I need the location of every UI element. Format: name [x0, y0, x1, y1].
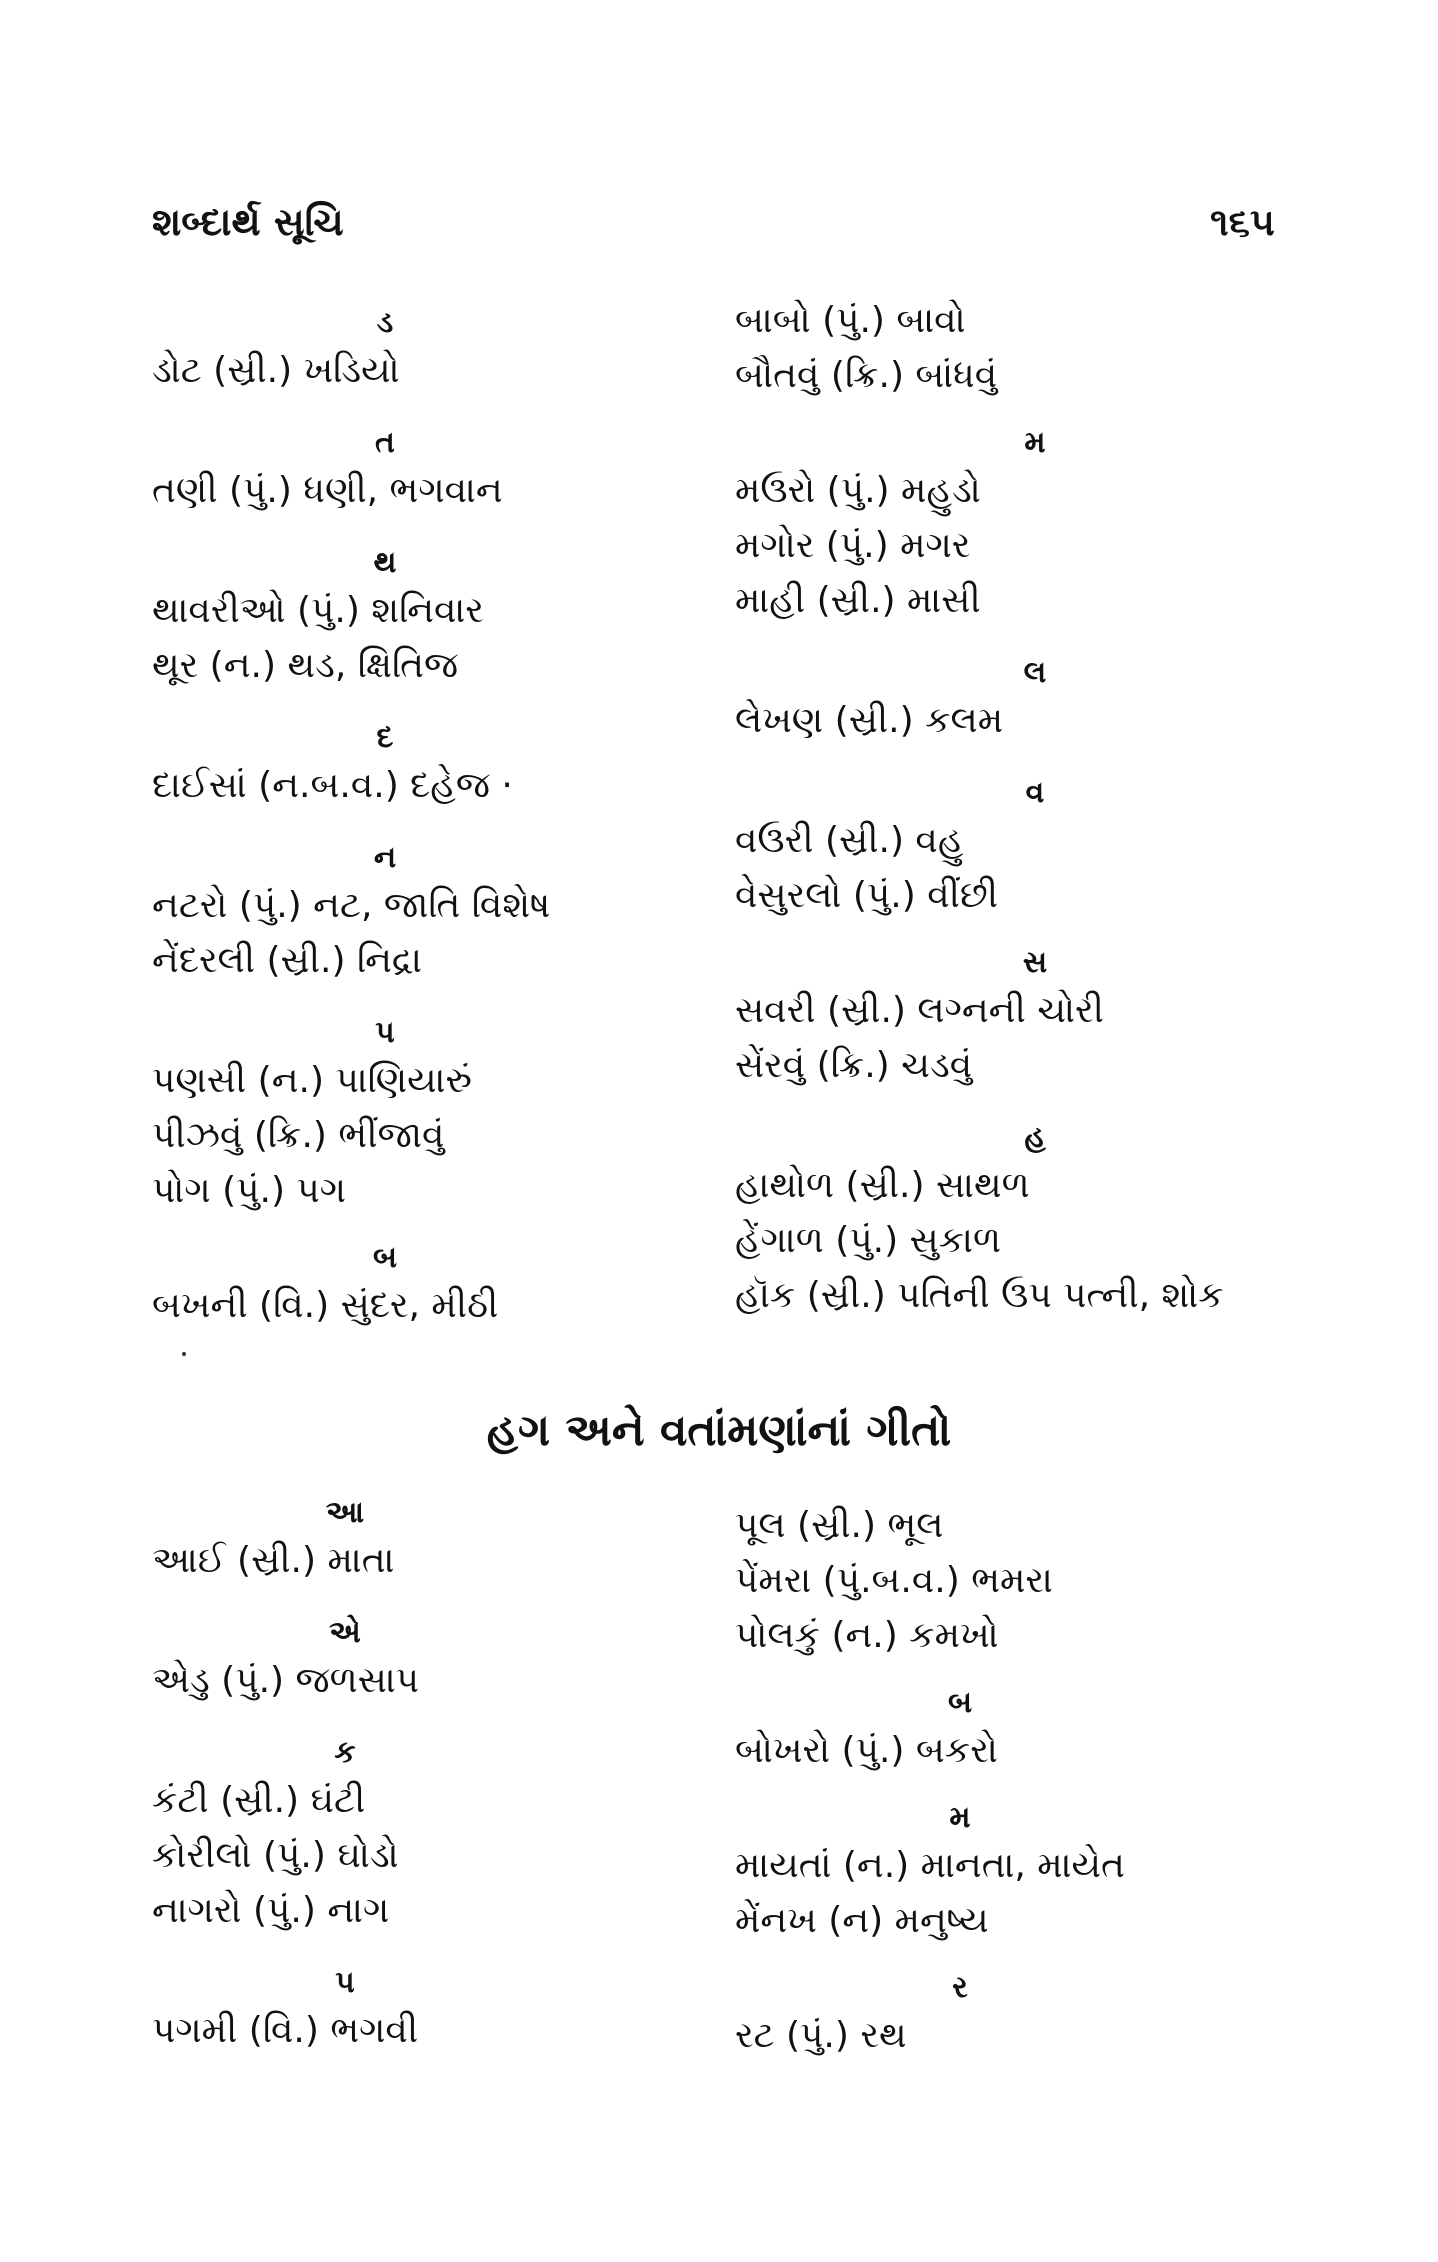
letter-heading: એ — [329, 1615, 361, 1650]
glossary-entry: બોખરો (પું.) બકરો — [735, 1730, 998, 1771]
letter-heading: લ — [1023, 655, 1047, 690]
letter-heading: પ — [375, 1015, 395, 1050]
glossary-entry: બૌતવું (ક્રિ.) બાંધવું — [735, 355, 998, 396]
letter-heading: હ — [1024, 1120, 1046, 1155]
glossary-entry: એડુ (પું.) જળસાપ — [152, 1660, 420, 1701]
glossary-entry: નેંદરલી (સ્રી.) નિદ્રા — [152, 940, 422, 981]
glossary-entry: સેંરવું (ક્રિ.) ચડવું — [735, 1045, 973, 1086]
stray-mark — [182, 1352, 186, 1356]
glossary-entry: વેસુરલો (પું.) વીંછી — [735, 875, 999, 916]
glossary-entry: લેખણ (સ્રી.) કલમ — [735, 700, 1004, 741]
glossary-entry: આઈ (સ્રી.) માતા — [152, 1540, 395, 1581]
glossary-entry: હેંગાળ (પું.) સુકાળ — [735, 1220, 1002, 1261]
glossary-entry: સવરી (સ્રી.) લગ્નની ચોરી — [735, 990, 1104, 1031]
glossary-entry: વઉરી (સ્રી.) વહુ — [735, 820, 964, 861]
glossary-entry: કંટી (સ્રી.) ઘંટી — [152, 1780, 366, 1821]
glossary-entry: મગોર (પું.) મગર — [735, 525, 971, 566]
glossary-entry: પેંમરા (પું.બ.વ.) ભમરા — [735, 1560, 1053, 1601]
glossary-entry: હાથોળ (સ્રી.) સાથળ — [735, 1165, 1030, 1206]
letter-heading: પ — [335, 1965, 355, 2000]
running-title: શબ્દાર્થ સૂચિ — [152, 200, 344, 244]
glossary-entry: પીઝવું (ક્રિ.) ભીંજાવું — [152, 1115, 445, 1156]
letter-heading: મ — [949, 1800, 971, 1835]
glossary-entry: હૉક (સ્રી.) પતિની ઉપ પત્ની, શોક — [735, 1275, 1224, 1316]
glossary-entry: બખની (વિ.) સુંદર, મીઠી — [152, 1285, 499, 1326]
letter-heading: ર — [952, 1970, 968, 2005]
page-number: ૧૬૫ — [1210, 200, 1275, 244]
glossary-entry: મઉરો (પું.) મહુડો — [735, 470, 981, 511]
glossary-entry: પગમી (વિ.) ભગવી — [152, 2010, 419, 2051]
letter-heading: મ — [1024, 425, 1046, 460]
glossary-entry: તણી (પું.) ધણી, ભગવાન — [152, 470, 503, 511]
letter-heading: ત — [375, 425, 395, 460]
glossary-entry: દાઈસાં (ન.બ.વ.) દહેજ · — [152, 765, 513, 806]
letter-heading: વ — [1025, 775, 1045, 810]
glossary-entry: પણસી (ન.) પાણિયારું — [152, 1060, 472, 1101]
letter-heading: ન — [373, 840, 397, 875]
glossary-entry: નટરો (પું.) નટ, જાતિ વિશેષ — [152, 885, 551, 926]
letter-heading: દ — [376, 720, 394, 755]
letter-heading: બ — [947, 1685, 973, 1720]
letter-heading: બ — [372, 1240, 398, 1275]
glossary-entry: થૂર (ન.) થડ, ક્ષિતિજ — [152, 645, 459, 686]
letter-heading: થ — [373, 545, 397, 580]
letter-heading: સ — [1022, 945, 1048, 980]
glossary-entry: પોલકું (ન.) કમખો — [735, 1615, 999, 1656]
glossary-entry: માહી (સ્રી.) માસી — [735, 580, 981, 621]
glossary-entry: મેંનખ (ન) મનુષ્ય — [735, 1900, 989, 1941]
glossary-entry: થાવરીઓ (પું.) શનિવાર — [152, 590, 484, 631]
letter-heading: ડ — [376, 305, 394, 340]
glossary-entry: કોરીલો (પું.) ઘોડો — [152, 1835, 399, 1876]
letter-heading: આ — [325, 1495, 365, 1530]
glossary-entry: ડોટ (સ્રી.) ખડિયો — [152, 350, 400, 391]
letter-heading: ક — [334, 1735, 356, 1770]
glossary-entry: પોગ (પું.) પગ — [152, 1170, 347, 1211]
glossary-entry: બાબો (પું.) બાવો — [735, 300, 966, 341]
glossary-entry: રટ (પું.) રથ — [735, 2015, 907, 2056]
glossary-entry: પૂલ (સ્રી.) ભૂલ — [735, 1505, 944, 1546]
glossary-entry: માયતાં (ન.) માનતા, માયેત — [735, 1845, 1125, 1886]
section-title: હગ અને વતાંમણાંનાં ગીતો — [486, 1405, 952, 1456]
glossary-entry: નાગરો (પું.) નાગ — [152, 1890, 390, 1931]
